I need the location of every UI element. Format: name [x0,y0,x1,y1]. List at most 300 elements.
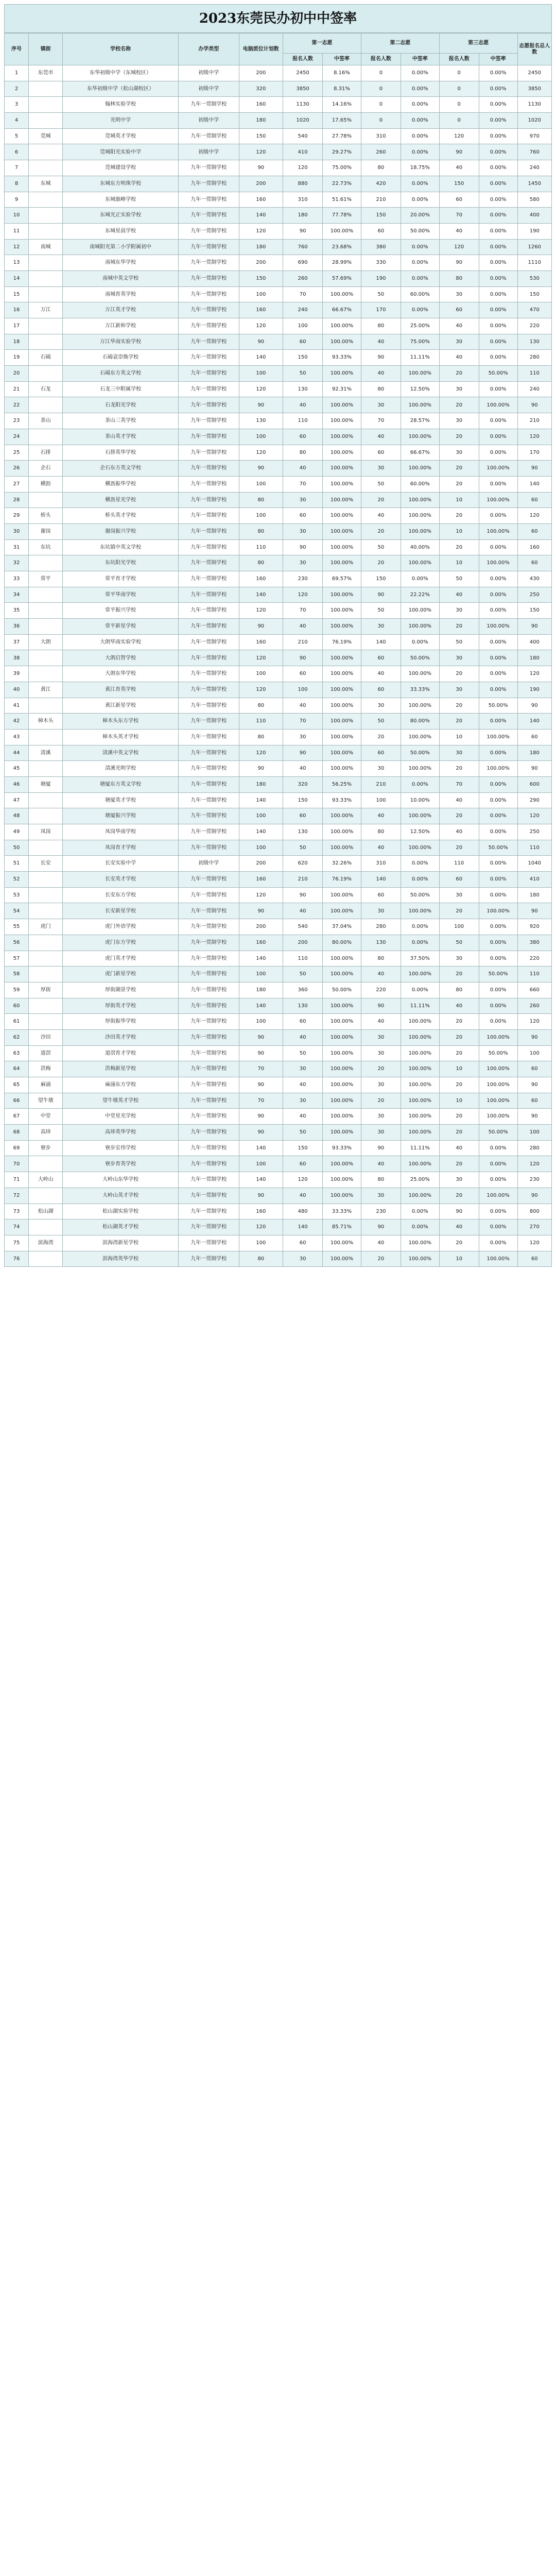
cell-plan: 180 [239,982,283,998]
cell-round2-rate: 12.50% [401,381,439,397]
cell-district [29,1219,63,1235]
cell-round3-reg: 120 [439,239,479,255]
cell-district: 桥头 [29,508,63,524]
cell-plan: 100 [239,808,283,824]
cell-round3-reg: 50 [439,571,479,587]
table-row [5,872,552,888]
cell-plan: 320 [239,81,283,97]
cell-round1-reg: 60 [283,808,323,824]
cell-round1-rate: 100.00% [323,1125,361,1141]
cell-type: 九年一贯制学校 [178,1156,239,1172]
cell-round1-rate: 51.61% [323,192,361,208]
cell-round1-rate: 8.16% [323,65,361,81]
cell-round3-rate: 0.00% [479,745,517,761]
cell-district [29,619,63,635]
cell-round2-reg: 60 [361,745,401,761]
cell-total: 180 [517,745,551,761]
cell-round1-reg: 40 [283,1077,323,1093]
table-row [5,318,552,334]
cell-school: 凤岗育才学校 [63,840,179,856]
cell-seq: 53 [5,887,29,903]
cell-seq: 67 [5,1109,29,1125]
cell-round2-reg: 90 [361,350,401,366]
table-row [5,1156,552,1172]
cell-seq: 10 [5,208,29,224]
cell-school: 茶山三英学校 [63,413,179,429]
cell-type: 九年一贯制学校 [178,776,239,792]
cell-plan: 100 [239,1235,283,1251]
cell-round2-reg: 220 [361,982,401,998]
cell-district [29,666,63,682]
table-row [5,1045,552,1061]
cell-round1-reg: 1020 [283,113,323,129]
cell-round1-rate: 100.00% [323,1045,361,1061]
cell-round1-reg: 60 [283,1014,323,1030]
cell-round2-reg: 210 [361,192,401,208]
cell-round2-rate: 75.00% [401,334,439,350]
cell-plan: 110 [239,539,283,555]
cell-school: 望牛墩英才学校 [63,1093,179,1109]
cell-round3-reg: 40 [439,792,479,808]
cell-round1-rate: 32.26% [323,856,361,872]
cell-round2-rate: 11.11% [401,350,439,366]
cell-round2-rate: 0.00% [401,935,439,951]
cell-round1-reg: 50 [283,1125,323,1141]
cell-plan: 100 [239,1014,283,1030]
cell-seq: 52 [5,872,29,888]
cell-total: 260 [517,998,551,1014]
cell-round2-reg: 50 [361,286,401,302]
cell-round1-reg: 130 [283,824,323,840]
cell-round1-reg: 90 [283,887,323,903]
cell-round3-reg: 20 [439,698,479,714]
header-type: 办学类型 [178,33,239,65]
cell-seq: 59 [5,982,29,998]
table-row [5,65,552,81]
table-row [5,445,552,461]
cell-seq: 31 [5,539,29,555]
cell-round3-reg: 20 [439,967,479,982]
cell-plan: 100 [239,286,283,302]
cell-total: 120 [517,1014,551,1030]
cell-district [29,903,63,919]
cell-seq: 47 [5,792,29,808]
cell-round2-reg: 40 [361,1014,401,1030]
cell-district: 石龙 [29,381,63,397]
cell-round1-reg: 30 [283,555,323,571]
cell-round1-rate: 27.78% [323,128,361,144]
cell-round1-reg: 30 [283,1093,323,1109]
cell-round2-rate: 100.00% [401,603,439,619]
cell-round1-rate: 50.00% [323,982,361,998]
cell-round2-reg: 30 [361,397,401,413]
cell-round1-rate: 100.00% [323,650,361,666]
cell-round2-reg: 80 [361,381,401,397]
cell-type: 九年一贯制学校 [178,413,239,429]
cell-round2-reg: 40 [361,366,401,382]
table-row [5,539,552,555]
cell-round3-rate: 100.00% [479,903,517,919]
cell-round1-rate: 100.00% [323,1235,361,1251]
cell-seq: 8 [5,176,29,192]
cell-district [29,318,63,334]
cell-plan: 120 [239,445,283,461]
cell-school: 石碣东方英文学校 [63,366,179,382]
cell-round1-reg: 70 [283,714,323,730]
cell-round2-rate: 0.00% [401,982,439,998]
cell-school: 寮步育英学校 [63,1156,179,1172]
cell-round1-reg: 110 [283,413,323,429]
cell-plan: 150 [239,270,283,286]
cell-seq: 45 [5,761,29,777]
cell-school: 东坑阳光学校 [63,555,179,571]
cell-round3-rate: 100.00% [479,1029,517,1045]
cell-round2-reg: 30 [361,1045,401,1061]
table-row [5,508,552,524]
cell-round2-reg: 30 [361,461,401,477]
cell-round3-reg: 20 [439,1014,479,1030]
cell-district: 石碣 [29,350,63,366]
table-row [5,208,552,224]
cell-plan: 80 [239,492,283,508]
cell-round2-reg: 80 [361,160,401,176]
cell-round2-reg: 310 [361,128,401,144]
cell-seq: 16 [5,302,29,318]
cell-round3-reg: 60 [439,192,479,208]
table-row [5,998,552,1014]
cell-round2-reg: 0 [361,81,401,97]
cell-round3-reg: 10 [439,492,479,508]
cell-district [29,587,63,603]
cell-round3-rate: 0.00% [479,682,517,698]
cell-round1-reg: 150 [283,792,323,808]
cell-type: 九年一贯制学校 [178,824,239,840]
cell-seq: 40 [5,682,29,698]
cell-round3-reg: 10 [439,523,479,539]
cell-type: 九年一贯制学校 [178,903,239,919]
cell-seq: 1 [5,65,29,81]
cell-type: 九年一贯制学校 [178,872,239,888]
cell-plan: 90 [239,1045,283,1061]
cell-round1-rate: 100.00% [323,967,361,982]
cell-round2-reg: 100 [361,792,401,808]
cell-total: 660 [517,982,551,998]
cell-round1-rate: 8.31% [323,81,361,97]
cell-type: 九年一贯制学校 [178,97,239,113]
cell-seq: 39 [5,666,29,682]
cell-round2-reg: 330 [361,255,401,271]
cell-round1-rate: 93.33% [323,792,361,808]
cell-round1-reg: 150 [283,350,323,366]
cell-plan: 120 [239,745,283,761]
cell-district: 东坑 [29,539,63,555]
cell-round3-rate: 50.00% [479,840,517,856]
header-round3: 第三志愿 [439,33,517,54]
cell-district [29,223,63,239]
cell-district [29,270,63,286]
cell-round1-rate: 100.00% [323,808,361,824]
cell-round2-rate: 0.00% [401,634,439,650]
cell-seq: 2 [5,81,29,97]
cell-round3-rate: 0.00% [479,650,517,666]
cell-school: 横沥振华学校 [63,476,179,492]
cell-round3-rate: 0.00% [479,1014,517,1030]
cell-round3-reg: 30 [439,381,479,397]
cell-district [29,1014,63,1030]
cell-total: 60 [517,1061,551,1077]
table-row [5,302,552,318]
cell-round1-rate: 100.00% [323,429,361,445]
cell-round3-rate: 0.00% [479,1156,517,1172]
cell-round1-reg: 30 [283,729,323,745]
cell-school: 光明中学 [63,113,179,129]
sheet [4,4,552,1267]
cell-district: 凤岗 [29,824,63,840]
cell-type: 九年一贯制学校 [178,128,239,144]
cell-school: 道滘育才学校 [63,1045,179,1061]
cell-school: 黄江新星学校 [63,698,179,714]
cell-round3-reg: 0 [439,65,479,81]
cell-district: 东莞市 [29,65,63,81]
cell-round1-reg: 240 [283,302,323,318]
cell-round3-reg: 20 [439,1109,479,1125]
cell-round1-reg: 100 [283,682,323,698]
cell-round1-reg: 120 [283,1172,323,1188]
cell-seq: 73 [5,1204,29,1219]
cell-district: 谢岗 [29,523,63,539]
cell-round2-reg: 90 [361,587,401,603]
cell-round2-rate: 25.00% [401,1172,439,1188]
cell-round1-rate: 100.00% [323,745,361,761]
cell-round3-reg: 0 [439,97,479,113]
cell-total: 90 [517,761,551,777]
header-plan: 电脑派位计划数 [239,33,283,65]
cell-school: 大朗华南实验学校 [63,634,179,650]
cell-round3-rate: 0.00% [479,81,517,97]
cell-round1-reg: 1130 [283,97,323,113]
table-row [5,919,552,935]
cell-total: 410 [517,872,551,888]
cell-round1-rate: 100.00% [323,587,361,603]
cell-round3-reg: 60 [439,872,479,888]
cell-round3-rate: 0.00% [479,476,517,492]
cell-school: 中堂星光学校 [63,1109,179,1125]
cell-round3-rate: 0.00% [479,872,517,888]
cell-total: 240 [517,160,551,176]
cell-round3-reg: 100 [439,919,479,935]
cell-type: 九年一贯制学校 [178,998,239,1014]
cell-plan: 90 [239,761,283,777]
cell-round2-reg: 20 [361,1061,401,1077]
cell-round2-rate: 100.00% [401,903,439,919]
cell-round1-reg: 50 [283,967,323,982]
table-row [5,1077,552,1093]
cell-type: 九年一贯制学校 [178,587,239,603]
cell-district [29,334,63,350]
cell-round3-rate: 0.00% [479,334,517,350]
cell-district [29,1251,63,1267]
table-row [5,650,552,666]
cell-district [29,192,63,208]
header-round1-reg: 报名人数 [283,54,323,65]
table-row [5,555,552,571]
cell-round3-rate: 0.00% [479,808,517,824]
cell-round2-rate: 22.22% [401,587,439,603]
cell-round3-rate: 100.00% [479,1188,517,1204]
cell-school: 东华初级中学（松山湖校区） [63,81,179,97]
cell-round1-reg: 210 [283,634,323,650]
cell-plan: 80 [239,698,283,714]
cell-district [29,967,63,982]
cell-school: 茶山英才学校 [63,429,179,445]
table-row [5,523,552,539]
cell-round2-rate: 0.00% [401,81,439,97]
cell-school: 塘厦东方英文学校 [63,776,179,792]
page-title: 2023东莞民办初中中签率 [4,4,552,33]
cell-plan: 120 [239,381,283,397]
cell-round2-rate: 100.00% [401,1188,439,1204]
table-row [5,967,552,982]
cell-school: 塘厦振兴学校 [63,808,179,824]
cell-type: 九年一贯制学校 [178,603,239,619]
cell-type: 九年一贯制学校 [178,461,239,477]
cell-round3-reg: 120 [439,128,479,144]
cell-type: 九年一贯制学校 [178,571,239,587]
cell-seq: 36 [5,619,29,635]
cell-plan: 80 [239,555,283,571]
cell-type: 九年一贯制学校 [178,350,239,366]
cell-total: 1040 [517,856,551,872]
cell-district [29,603,63,619]
cell-total: 90 [517,1077,551,1093]
table-row [5,366,552,382]
cell-round1-rate: 69.57% [323,571,361,587]
cell-round3-rate: 100.00% [479,619,517,635]
cell-school: 翰林实验学校 [63,97,179,113]
cell-round1-reg: 40 [283,1029,323,1045]
cell-school: 常平新星学校 [63,619,179,635]
cell-round1-rate: 100.00% [323,523,361,539]
header-round1-rate: 中签率 [323,54,361,65]
cell-school: 虎门新星学校 [63,967,179,982]
table-row [5,761,552,777]
cell-round1-reg: 90 [283,539,323,555]
cell-round2-reg: 170 [361,302,401,318]
cell-type: 九年一贯制学校 [178,302,239,318]
cell-round1-rate: 100.00% [323,1014,361,1030]
cell-seq: 15 [5,286,29,302]
cell-type: 初级中学 [178,81,239,97]
cell-plan: 100 [239,476,283,492]
cell-round1-rate: 100.00% [323,619,361,635]
cell-round3-rate: 0.00% [479,539,517,555]
header-seq: 序号 [5,33,29,65]
cell-round2-rate: 100.00% [401,840,439,856]
cell-round1-rate: 100.00% [323,603,361,619]
cell-round1-reg: 90 [283,745,323,761]
cell-round1-reg: 60 [283,429,323,445]
table-row [5,223,552,239]
cell-seq: 75 [5,1235,29,1251]
cell-round2-rate: 100.00% [401,397,439,413]
cell-round2-reg: 0 [361,97,401,113]
cell-round2-rate: 37.50% [401,951,439,967]
cell-round2-reg: 150 [361,208,401,224]
cell-district [29,951,63,967]
cell-plan: 120 [239,1219,283,1235]
cell-round1-rate: 100.00% [323,508,361,524]
cell-round2-reg: 50 [361,603,401,619]
cell-round3-reg: 70 [439,208,479,224]
cell-round3-rate: 0.00% [479,176,517,192]
table-row [5,113,552,129]
cell-round2-rate: 50.00% [401,745,439,761]
table-body [5,65,552,1267]
cell-round3-reg: 20 [439,1029,479,1045]
cell-round2-rate: 100.00% [401,523,439,539]
cell-round3-reg: 10 [439,555,479,571]
cell-round3-reg: 40 [439,998,479,1014]
cell-round1-reg: 70 [283,286,323,302]
cell-round2-rate: 80.00% [401,714,439,730]
cell-round1-reg: 60 [283,334,323,350]
cell-school: 滨海湾新星学校 [63,1235,179,1251]
cell-round2-rate: 0.00% [401,856,439,872]
cell-round1-reg: 310 [283,192,323,208]
cell-total: 290 [517,792,551,808]
cell-plan: 140 [239,951,283,967]
cell-round2-reg: 0 [361,65,401,81]
cell-school: 松山湖实验学校 [63,1204,179,1219]
cell-school: 南城育英学校 [63,286,179,302]
cell-school: 麻涌东方学校 [63,1077,179,1093]
cell-school: 大岭山英才学校 [63,1188,179,1204]
cell-plan: 200 [239,856,283,872]
cell-total: 120 [517,1156,551,1172]
cell-round3-reg: 20 [439,461,479,477]
cell-round1-rate: 100.00% [323,539,361,555]
cell-seq: 42 [5,714,29,730]
cell-round3-reg: 20 [439,508,479,524]
cell-round2-reg: 80 [361,1172,401,1188]
cell-round2-rate: 100.00% [401,1235,439,1251]
cell-round3-reg: 20 [439,1077,479,1093]
table-row [5,1125,552,1141]
cell-round3-rate: 100.00% [479,461,517,477]
cell-total: 400 [517,634,551,650]
table-row [5,935,552,951]
cell-district: 莞城 [29,128,63,144]
cell-district: 长安 [29,856,63,872]
cell-round2-rate: 100.00% [401,1125,439,1141]
table-row [5,587,552,603]
cell-type: 九年一贯制学校 [178,334,239,350]
cell-school: 清溪光明学校 [63,761,179,777]
cell-round1-rate: 100.00% [323,698,361,714]
cell-round3-rate: 0.00% [479,223,517,239]
cell-round3-reg: 80 [439,270,479,286]
cell-seq: 74 [5,1219,29,1235]
cell-round3-rate: 100.00% [479,555,517,571]
cell-round1-reg: 60 [283,1235,323,1251]
cell-round2-rate: 0.00% [401,65,439,81]
cell-round2-rate: 0.00% [401,1219,439,1235]
table-row [5,1029,552,1045]
cell-round2-rate: 100.00% [401,698,439,714]
cell-total: 220 [517,318,551,334]
cell-plan: 80 [239,729,283,745]
cell-round2-rate: 100.00% [401,729,439,745]
